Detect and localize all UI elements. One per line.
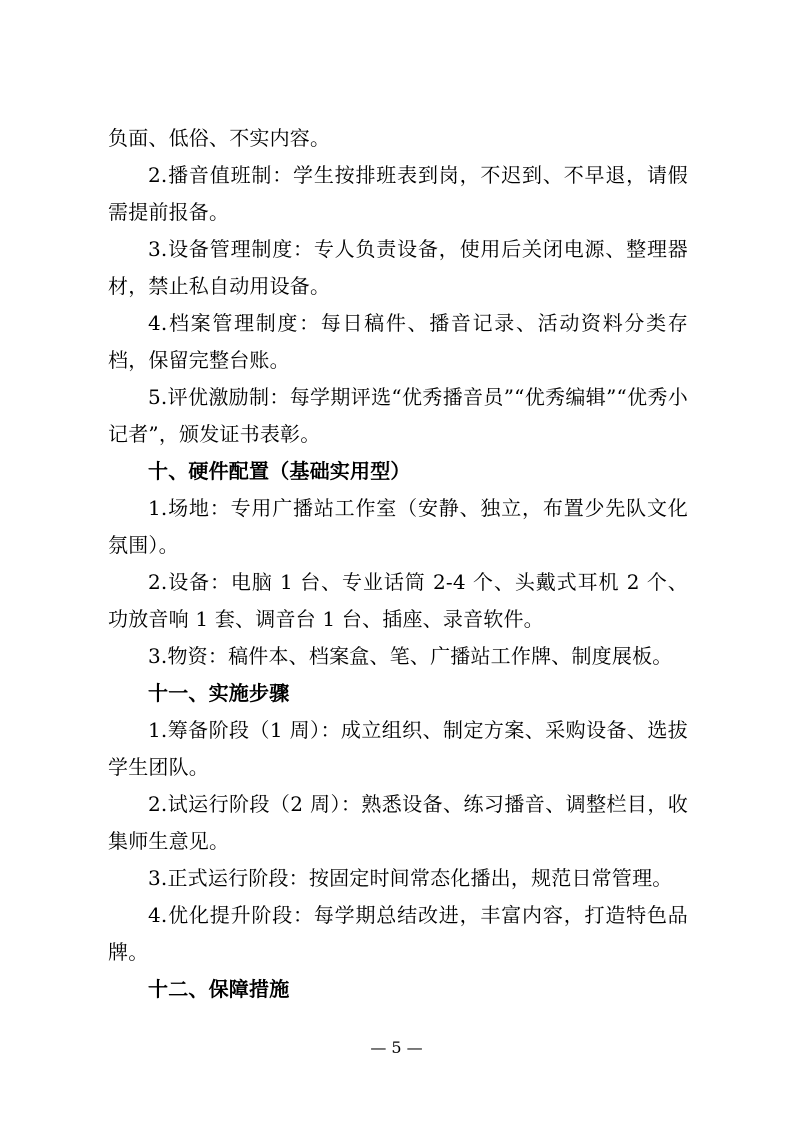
paragraph-equipment: 2.设备：电脑 1 台、专业话筒 2-4 个、头戴式耳机 2 个、功放音响 1 套、调音台 1 台、插座、录音软件。	[108, 570, 688, 631]
paragraph-formal-stage: 3.正式运行阶段：按固定时间常态化播出，规范日常管理。	[148, 866, 673, 890]
paragraph-venue: 1.场地：专用广播站工作室（安静、独立，布置少先队文化氛围）。	[108, 496, 688, 557]
paragraph-optimization-stage: 4.优化提升阶段：每学期总结改进，丰富内容，打造特色品牌。	[108, 903, 688, 964]
section-heading-safeguards: 十二、保障措施	[148, 977, 290, 1001]
paragraph-continued: 负面、低俗、不实内容。	[108, 126, 331, 150]
page-number: — 5 —	[370, 1038, 423, 1057]
paragraph-preparation-stage: 1.筹备阶段（1 周）：成立组织、制定方案、采购设备、选拔学生团队。	[108, 718, 688, 779]
document-body	[108, 120, 688, 1008]
paragraph-award-incentive: 5.评优激励制：每学期评选“优秀播音员”“优秀编辑”“优秀小记者”，颁发证书表彰。	[108, 385, 688, 446]
section-heading-implementation: 十一、实施步骤	[148, 681, 290, 705]
paragraph-materials: 3.物资：稿件本、档案盒、笔、广播站工作牌、制度展板。	[148, 644, 673, 668]
paragraph-trial-stage: 2.试运行阶段（2 周）：熟悉设备、练习播音、调整栏目，收集师生意见。	[108, 792, 688, 853]
paragraph-duty-system: 2.播音值班制：学生按排班表到岗，不迟到、不早退，请假需提前报备。	[108, 163, 688, 224]
paragraph-archive-management: 4.档案管理制度：每日稿件、播音记录、活动资料分类存档，保留完整台账。	[108, 311, 688, 372]
section-heading-hardware: 十、硬件配置（基础实用型）	[148, 459, 411, 483]
paragraph-equipment-management: 3.设备管理制度：专人负责设备，使用后关闭电源、整理器材，禁止私自动用设备。	[108, 237, 688, 298]
